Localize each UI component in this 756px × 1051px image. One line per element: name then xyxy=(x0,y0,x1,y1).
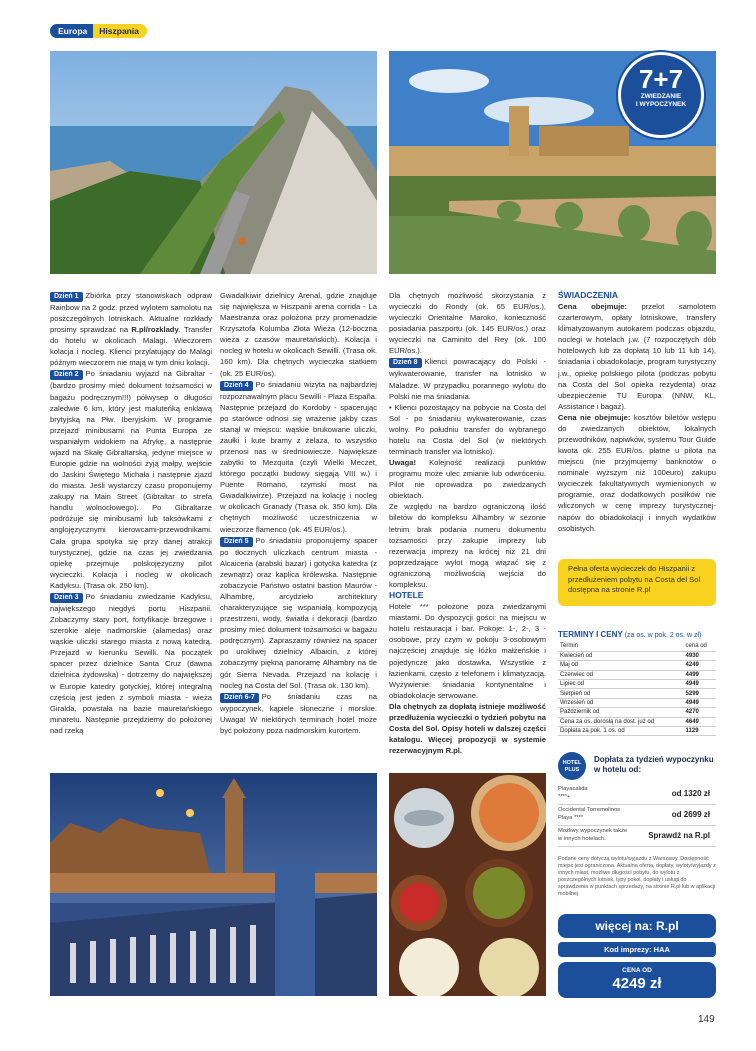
program-day-8: Dzień 8 Klienci powracający do Polski - wykwaterowanie, transfer na lotnisko w Maladze. W przypadku porannego wylotu do Polski nie ma śniadania. xyxy=(389,357,546,401)
table-row: Lipiec od 4949 xyxy=(558,680,716,689)
tour-type-badge xyxy=(618,52,704,138)
table-row: Sierpień od 5299 xyxy=(558,689,716,698)
schedule-link[interactable]: R.pl/rozklady xyxy=(131,325,179,335)
program-day-2: Dzień 2 Po śniadaniu wyjazd na Gibraltar - (bardzo prosimy mieć dokument tożsamości w bagażu podręcznym!!!) półwysep o długości zaledwie 6 km, który jest maluteńką enklawą brytyjską na Płw. Iberyjskim. W programie przejazd minibusami na Punta Europa ze wspaniałym widokiem na Afrykę, a następnie wjazd na Skałę Gibraltarską, jedyne miejsce w Europie gdzie na wolności żyją małpy, wejście do Jaskini Świętego Michała i następnie zjazd do miasta. Jeśli wystarczy czasu proponujemy zakupy na Main Street (Gibraltar to strefa handlu wolnocłowego). Po Gibraltarze podróżuje się minibusami lub taksówkami z anglojęzycznymi kierowcami-przewodnikami. Cała grupa spotyka się przy danej atrakcji turystycznej, gdzie na czas jej zwiedzania opiekę przejmuje polskojęzyczny pilot wycieczki. Kolacja i nocleg w okolicach Kadyksu. (Trasa ok. 250 km). xyxy=(50,369,212,590)
full-offer-box: Pełna oferta wycieczek do Hiszpanii z przedłużeniem pobytu na Costa del Sol dostępna na stronie R.pl xyxy=(558,559,716,606)
badge-line2: I WYPOCZYNEK xyxy=(635,101,687,108)
breadcrumb-region[interactable]: Europa xyxy=(50,24,93,38)
program-day-5: Dzień 5 Po śniadaniu proponujemy spacer po tłocznych uliczkach centrum miasta - Alcaiceria (arabski bazar) i gotycka katedra (z zewnątrz) oraz kaplica królewska. Następnie zobaczycie Państwo ostatni bastion Maurów - Alhambrę, arcydzieło architektury charakteryzujące się wspaniałą kompozycją przestrzeni, wody, światła i dekoracji (bardzo prosimy mieć dokument tożsamości w bagażu podręcznym). Zapraszamy również na spacer po urokliwej dzielnicy Albaicin, z której zobaczymy piękną panoramę Alhambry na tle gór Sierra Nevada. Przejazd na kolację i nocleg na Costa del Sol. (Trasa ok. 130 km). xyxy=(220,535,377,690)
breadcrumb xyxy=(50,24,147,38)
program-day-3: Dzień 3 Po śniadaniu zwiedzanie Kadyksu, największego niegdyś portu Hiszpanii. Zobaczymy stary port, fortyfikacje brzegowe i szerokie aleje nadmorskie (alamedas) oraz wąskie uliczki starego miasta z nową katedrą. Przejazd w kierunku Sewilli. Na początek spacer przez dzielnice Santa Cruz (dawna dzielnica żydowska) - dotrzemy do największej w Europie katedry gotyckiej, której integralną częścią jest jeden z symboli miasta - wieża Giralda, powstała na bazie mauretańskiego minaretu. Następnie przejdziemy do położonej nad rzeką xyxy=(50,591,212,735)
table-row: Czerwiec od 4499 xyxy=(558,670,716,679)
badge-line1: ZWIEDZANIE xyxy=(640,93,682,100)
table-row: Maj od 4249 xyxy=(558,661,716,670)
hotel-row: Możliwy wypoczynek także w innych hotelach. Sprawdź na R.pl xyxy=(558,828,716,847)
price-from-box: CENA OD 4249 zł xyxy=(558,962,716,998)
stay-note: • Klienci pozostający na pobycie na Costa del Sol - po śniadaniu wykwaterowanie, czas wolny. Po południu transfer do wybranego hotelu na Costa del Sol (w niektórych terminach transfer via lotnisko). xyxy=(389,402,546,457)
hotel-row: Playacalida ****+ od 1320 zł xyxy=(558,786,716,805)
program-day-3-cont: Gwadalkiwir dzielnicy Arenal, gdzie znajduje się największa w Hiszpanii arena corrida - La Maestranza oraz położona przy promenadzie Krzysztofa Kolumba Złota Wieża (12-boczna wieża z czasów mauretańskich). Kolacja i nocleg w hotelu w okolicach Sewilli. (Trasa ok. 160 km). Dla chętnych wycieczka statkiem (ok. 25 EUR/os). xyxy=(220,291,377,378)
program-column-3 xyxy=(389,290,546,756)
page-number: 149 xyxy=(698,1014,715,1025)
table-row: Kwiecień od 4930 xyxy=(558,651,716,660)
more-info-button[interactable]: więcej na: R.pl xyxy=(558,914,716,938)
hotel-price: Sprawdź na R.pl xyxy=(648,831,710,840)
extension-offer: Dla chętnych za dopłatą istnieje możliwość przedłużenia wycieczki o tydzień pobytu na Costa del Sol. Opisy hoteli w dalszej części katalogu. Więcej propozycji w systemie rezerwacyjnym R.pl. xyxy=(389,701,546,756)
price-includes: Cena obejmuje: przelot samolotem czarterowym, opłaty lotniskowe, transfery klimatyzowanym autokarem podczas objazdu, noclegi w hotelach j.w. (7 rozpoczętych dób hotelowych lub za dopłatą 10 lub 11 lub 14), śniadania i obiadokolacje, program turystyczny j.w., opiekę polskiego pilota (podczas pobytu na Costa del Sol opieka rezydenta) oraz ubezpieczenie TU Europa (NNW, KL, Assistance i bagaż). xyxy=(558,302,716,411)
breadcrumb-country[interactable]: Hiszpania xyxy=(93,24,147,38)
hotel-price: od 1320 zł xyxy=(671,789,710,798)
tapas-photo xyxy=(389,773,546,996)
day-label: Dzień 5 xyxy=(220,537,253,547)
table-row: Cena za os. dorosłą na dost. już od 4649 xyxy=(558,717,716,726)
fine-print: Podane ceny dotyczą wylotu/wyjazdu z Warszawy. Dostępność miejsc jest ograniczona. Aktualna oferta, dopłaty, wyloty/wyjazdy z innych miast, możliwe długości pobytu, do wylotu z poszczególnych lotnisk, typy pokoi, dopłaty i usługi do sprawdzenia w punktach sprzedaży, na stronie R.pl lub w aplikacji mobilnej. xyxy=(558,856,716,897)
alhambra-note: Ze względu na bardzo ograniczoną ilość biletów do kompleksu Alhambry w sezonie letnim brak podania numeru dokumentu tożsamości przy zakupie imprezy lub rezerwacja imprezy na krócej niż 21 dni poprzedzające wylot mogą wiązać się z ograniczoną możliwością wejścia do kompleksu. xyxy=(389,502,546,589)
program-column-2 xyxy=(220,290,377,736)
hotel-plus-title: Dopłata za tydzień wypoczynku w hotelu od: xyxy=(594,755,714,774)
services-column xyxy=(558,290,716,534)
day-label: Dzień 6-7 xyxy=(220,693,259,703)
table-header-row: Termin cena od xyxy=(558,642,716,651)
table-row: Październik od 4270 xyxy=(558,708,716,717)
warning-note: Uwaga! Kolejność realizacji punktów programu może ulec zmianie lub odwróceniu. Pilot nie oprowadza po zwiedzanych obiektach. xyxy=(389,458,546,501)
day-label: Dzień 1 xyxy=(50,292,83,302)
price-excludes: Cena nie obejmuje: kosztów biletów wstępu do zwiedzanych obiektów, lokalnych przewodników, napiwków, systemu Tour Guide kwota ok. 255 EUR/os. płatne u pilota na miejscu (nie przyjmujemy banknotów o nominale wyższym niż 100euro) zakupu wycieczek fakultatywnych wymienionych w programie, oraz dodatkowych posiłków nie wliczonych w cenę imprezy turystycznej- napów do obiadokolacji i innych wydatków osobistych. xyxy=(558,412,716,533)
program-day-1: Dzień 1 Zbiórka przy stanowiskach odpraw Rainbow na 2 godz. przed wylotem samolotu na poszczególnych lotniskach. Aktualne rozkłady prosimy sprawdzać na R.pl/rozklady. Transfer do hotelu w okolicach Malagi. Wieczorem kolacja i nocleg. Klienci przylatujący do Malagi późnym wieczorem nie mają w tym dniu kolacji. xyxy=(50,291,212,368)
table-row: Wrzesień od 4949 xyxy=(558,698,716,707)
table-row: Dopłata za pok. 1 os. od 1129 xyxy=(558,727,716,736)
services-heading: ŚWIADCZENIA xyxy=(558,290,618,300)
gibraltar-photo xyxy=(50,51,377,274)
hotel-plus-header xyxy=(558,752,716,782)
program-column-1 xyxy=(50,290,212,736)
hotel-price: od 2699 zł xyxy=(671,810,710,819)
hotel-row: Occidental Torremolinos Playa **** od 2699 zł xyxy=(558,807,716,826)
hotels-text: Hotele *** położone poza zwiedzanymi miastami. Do dyspozycji gości: na miejscu w hotelu restauracja i bar. Pokoje: 1-, 2-, 3 - osobowe, przy czym w pokoju 3-osobowym najczęściej znajduje się łóżko małżeńskie i pojedyncze jako dostawka. Wszystkie z łazienkami, często z telefonem i klimatyzacją. Wyżywienie: śniadania kontynentalne i obiadokolacje serwowane. xyxy=(389,602,546,700)
badge-big: 7+7 xyxy=(638,64,684,94)
price-from-value: 4249 zł xyxy=(612,975,662,992)
day-label: Dzień 4 xyxy=(220,381,253,391)
prices-table xyxy=(558,642,716,736)
prices-title: TERMINY I CENY (za os. w pok. 2 os. w zł) xyxy=(558,630,702,639)
tour-code-label: Kod imprezy: HAA xyxy=(558,942,716,957)
day-label: Dzień 2 xyxy=(50,370,83,380)
hotel-plus-logo: HOTEL PLUS xyxy=(558,752,586,780)
hotels-heading: HOTELE xyxy=(389,590,424,601)
day-label: Dzień 8 xyxy=(389,358,422,368)
optional-trips: Dla chętnych możliwość skorzystania z wycieczki do Rondy (ok. 65 EUR/os.), wycieczki Orientalne Maroko, konieczność posiadania paszportu (ok. 145 EUR/os.) oraz wycieczki na Caminito del Rey (ok. 100 EUR/os.). xyxy=(389,291,546,356)
program-day-6-7: Dzień 6-7 Po śniadaniu czas na wypoczynek, kąpiele słoneczne i morskie. Uwaga! W niektórych terminach hotel może być położony poza nadmorskim kurortem. xyxy=(220,691,377,735)
program-day-4: Dzień 4 Po śniadaniu wizyta na najbardziej rozpoznawalnym placu Sewilli - Plaza España. Następnie przejazd do Kordoby - spacerując po starówce odnosi się wrażenie jakby czas stanął w miejscu: wąskie brukowane uliczki, zaułki i kute bramy z żelaza, to wszystko przenosi nas w średniowiecze. Największe zabytki to Mezquita (czyli Wielki Meczet, którego początki budowy sięgają VIII w.) i Puente Romano, rzymski most na Gwadalkiwirze). Przejazd na kolację i nocleg w okolicach Granady (Trasa ok. 350 km). Dla chętnych możliwość uczestniczenia w wieczorze flamenco (ok. 45 EUR/os.). xyxy=(220,379,377,534)
day-label: Dzień 3 xyxy=(50,593,83,603)
sevilla-photo xyxy=(50,773,377,996)
